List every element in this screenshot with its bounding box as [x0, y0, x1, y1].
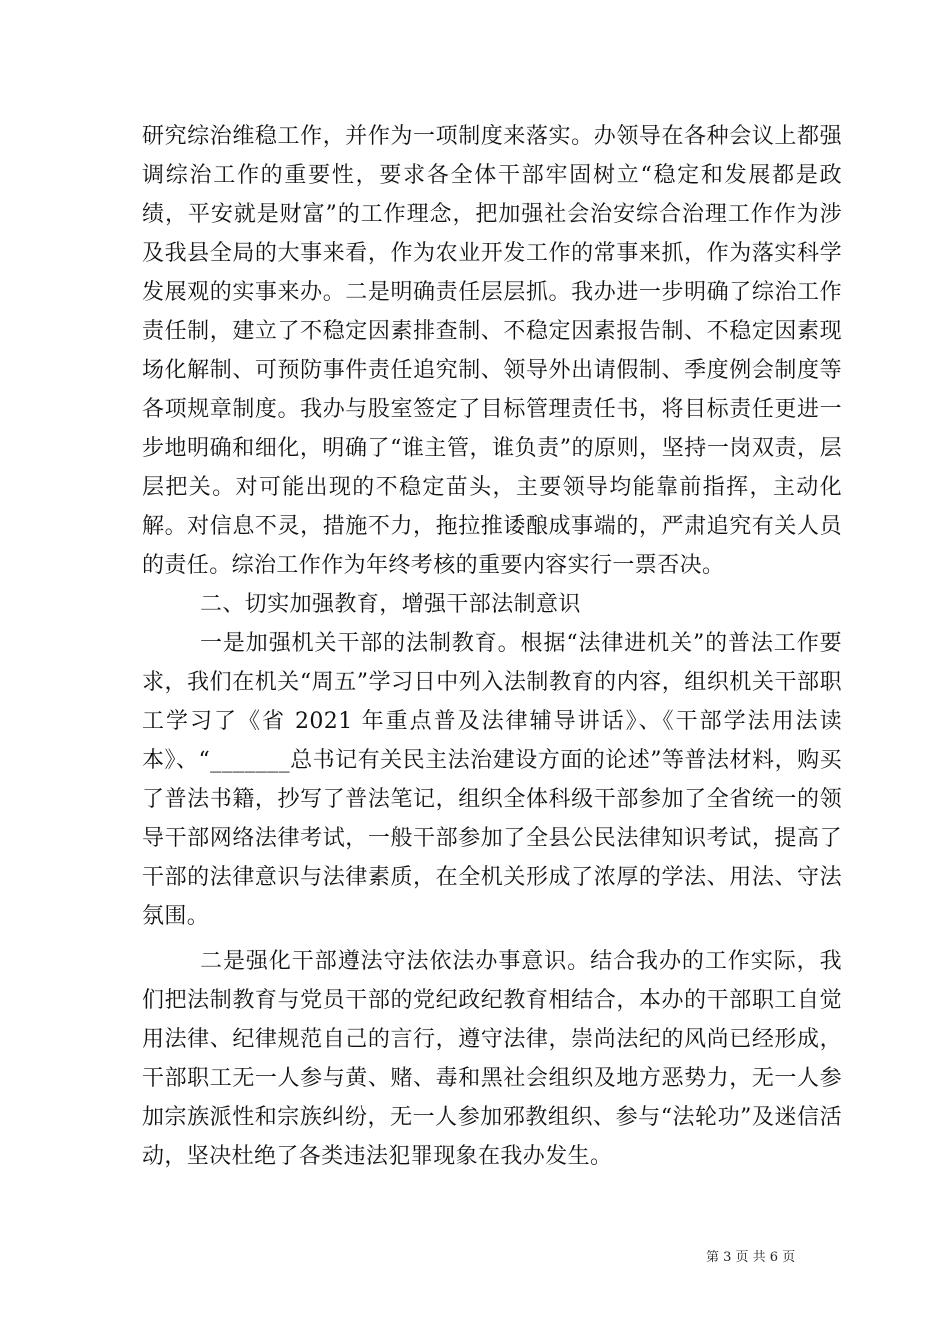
page-number-footer: 第 3 页 共 6 页	[706, 1250, 796, 1265]
section-heading: 二、切实加强教育，增强干部法制意识	[200, 592, 581, 617]
paragraph-continued: 研究综治维稳工作，并作为一项制度来落实。办领导在各种会议上都强调综治工作的重要性，要求各全体干部牢固树立“稳定和发展都是政绩，平安就是财富”的工作理念，把加强社会治安综合治理工作作为涉及我县全局的大事来看，作为农业开发工作的常事来抓，作为落实科学发展观的实事来办。二是明确责任层层抓。我办进一步明确了综治工作责任制，建立了不稳定因素排查制、不稳定因素报告制、不稳定因素现场化解制、可预防事件责任追究制、领导外出请假制、季度例会制度等各项规章制度。我办与股室签定了目标管理责任书，将目标责任更进一步地明确和细化，明确了“谁主管，谁负责”的原则，坚持一岗双责，层层把关。对可能出现的不稳定苗头，主要领导均能靠前指挥，主动化解。对信息不灵，措施不力，拖拉推诿酿成事端的，严肃追究有关人员的责任。综治工作作为年终考核的重要内容实行一票否决。	[142, 124, 842, 578]
document-body	[142, 117, 842, 1176]
paragraph-law-abiding: 二是强化干部遵法守法依法办事意识。结合我办的工作实际，我们把法制教育与党员干部的党纪政纪教育相结合，本办的干部职工自觉用法律、纪律规范自己的言行，遵守法律，崇尚法纪的风尚已经形成，干部职工无一人参与黄、赌、毒和黑社会组织及地方恶势力，无一人参加宗族派性和宗族纠纷，无一人参加邪教组织、参与“法轮功”及迷信活动，坚决杜绝了各类违法犯罪现象在我办发生。	[142, 949, 842, 1169]
paragraph-legal-education: 一是加强机关干部的法制教育。根据“法律进机关”的普法工作要求，我们在机关“周五”学习日中列入法制教育的内容，组织机关干部职工学习了《省 2021 年重点普及法律辅导讲话》、《干部学法用法读本》、“_______总书记有关民主法治建设方面的论述”等普法材料，购买了普法书籍，抄写了普法笔记，组织全体科级干部参加了全省统一的领导干部网络法律考试，一般干部参加了全县公民法律知识考试，提高了干部的法律意识与法律素质，在全机关形成了浓厚的学法、用法、守法氛围。	[142, 631, 842, 929]
